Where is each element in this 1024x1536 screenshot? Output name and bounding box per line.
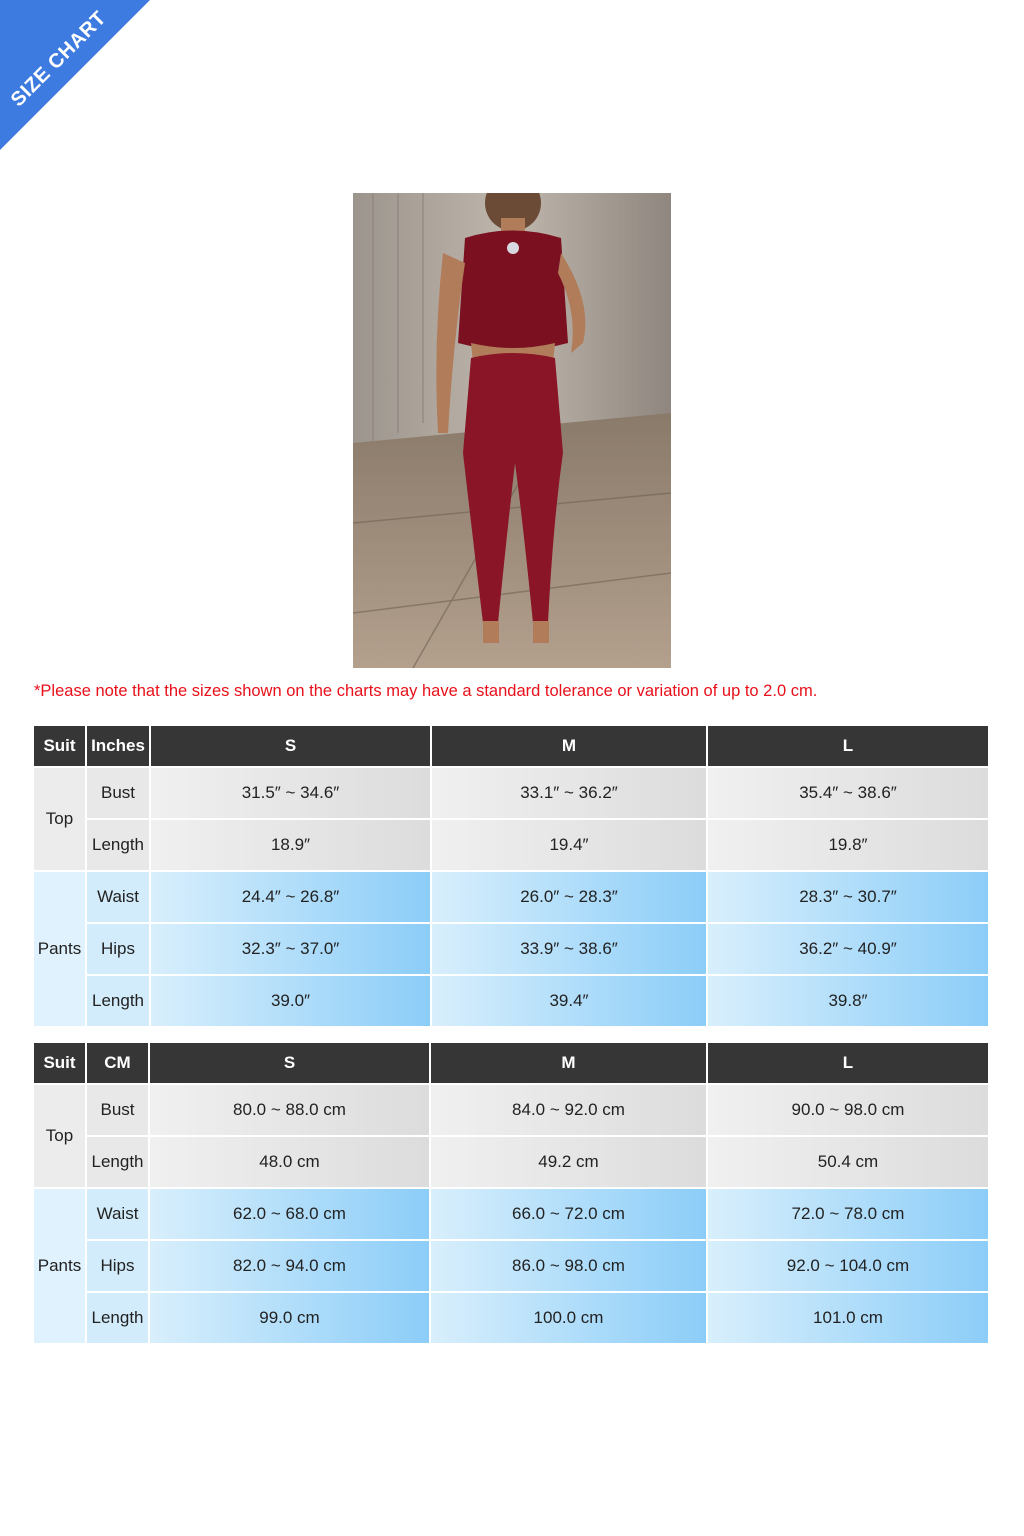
table-header-row [34,726,988,766]
table-row [34,820,988,870]
cell-m: 33.1″ ~ 36.2″ [432,768,706,818]
cell-m: 26.0″ ~ 28.3″ [432,872,706,922]
row-label: Length [87,1293,148,1343]
table-row [34,1293,988,1343]
group-label-pants: Pants [34,872,85,1026]
cell-s: 39.0″ [151,976,430,1026]
cell-s: 48.0 cm [150,1137,429,1187]
cell-l: 19.8″ [708,820,988,870]
size-chart-badge [0,0,150,150]
cell-l: 36.2″ ~ 40.9″ [708,924,988,974]
row-label: Waist [87,1189,148,1239]
cell-m: 86.0 ~ 98.0 cm [431,1241,706,1291]
cell-l: 50.4 cm [708,1137,988,1187]
cell-l: 39.8″ [708,976,988,1026]
cell-s: 80.0 ~ 88.0 cm [150,1085,429,1135]
group-label-top: Top [34,768,85,870]
cell-s: 31.5″ ~ 34.6″ [151,768,430,818]
header-size-l: L [708,1043,988,1083]
row-label: Hips [87,1241,148,1291]
row-label: Length [87,1137,148,1187]
table-row [34,1189,988,1239]
row-label: Bust [87,768,149,818]
header-unit: CM [87,1043,148,1083]
cell-s: 62.0 ~ 68.0 cm [150,1189,429,1239]
cell-s: 32.3″ ~ 37.0″ [151,924,430,974]
cell-l: 72.0 ~ 78.0 cm [708,1189,988,1239]
row-label: Hips [87,924,149,974]
table-row [34,768,988,818]
table-row [34,872,988,922]
cell-l: 101.0 cm [708,1293,988,1343]
header-suit: Suit [34,1043,85,1083]
cm-size-table [32,1041,990,1345]
row-label: Length [87,820,149,870]
header-size-l: L [708,726,988,766]
cell-m: 100.0 cm [431,1293,706,1343]
cell-l: 35.4″ ~ 38.6″ [708,768,988,818]
table-row [34,1241,988,1291]
group-label-pants: Pants [34,1189,85,1343]
tolerance-note: *Please note that the sizes shown on the charts may have a standard tolerance or variation of up to 2.0 cm. [34,682,818,700]
badge-triangle [0,0,150,150]
cell-s: 99.0 cm [150,1293,429,1343]
header-unit: Inches [87,726,149,766]
header-size-s: S [150,1043,429,1083]
header-size-s: S [151,726,430,766]
row-label: Waist [87,872,149,922]
table-row [34,1137,988,1187]
cell-l: 28.3″ ~ 30.7″ [708,872,988,922]
table-row [34,976,988,1026]
group-label-top: Top [34,1085,85,1187]
product-photo [353,193,671,668]
header-size-m: M [431,1043,706,1083]
cell-s: 18.9″ [151,820,430,870]
inches-size-table [32,724,990,1028]
cell-m: 39.4″ [432,976,706,1026]
cell-l: 92.0 ~ 104.0 cm [708,1241,988,1291]
table-row [34,1085,988,1135]
cell-m: 66.0 ~ 72.0 cm [431,1189,706,1239]
row-label: Length [87,976,149,1026]
cell-l: 90.0 ~ 98.0 cm [708,1085,988,1135]
table-header-row [34,1043,988,1083]
table-row [34,924,988,974]
cell-s: 24.4″ ~ 26.8″ [151,872,430,922]
cell-m: 33.9″ ~ 38.6″ [432,924,706,974]
cell-m: 49.2 cm [431,1137,706,1187]
cell-s: 82.0 ~ 94.0 cm [150,1241,429,1291]
header-size-m: M [432,726,706,766]
cell-m: 19.4″ [432,820,706,870]
header-suit: Suit [34,726,85,766]
badge-label: SIZE CHART [6,7,111,112]
row-label: Bust [87,1085,148,1135]
cell-m: 84.0 ~ 92.0 cm [431,1085,706,1135]
